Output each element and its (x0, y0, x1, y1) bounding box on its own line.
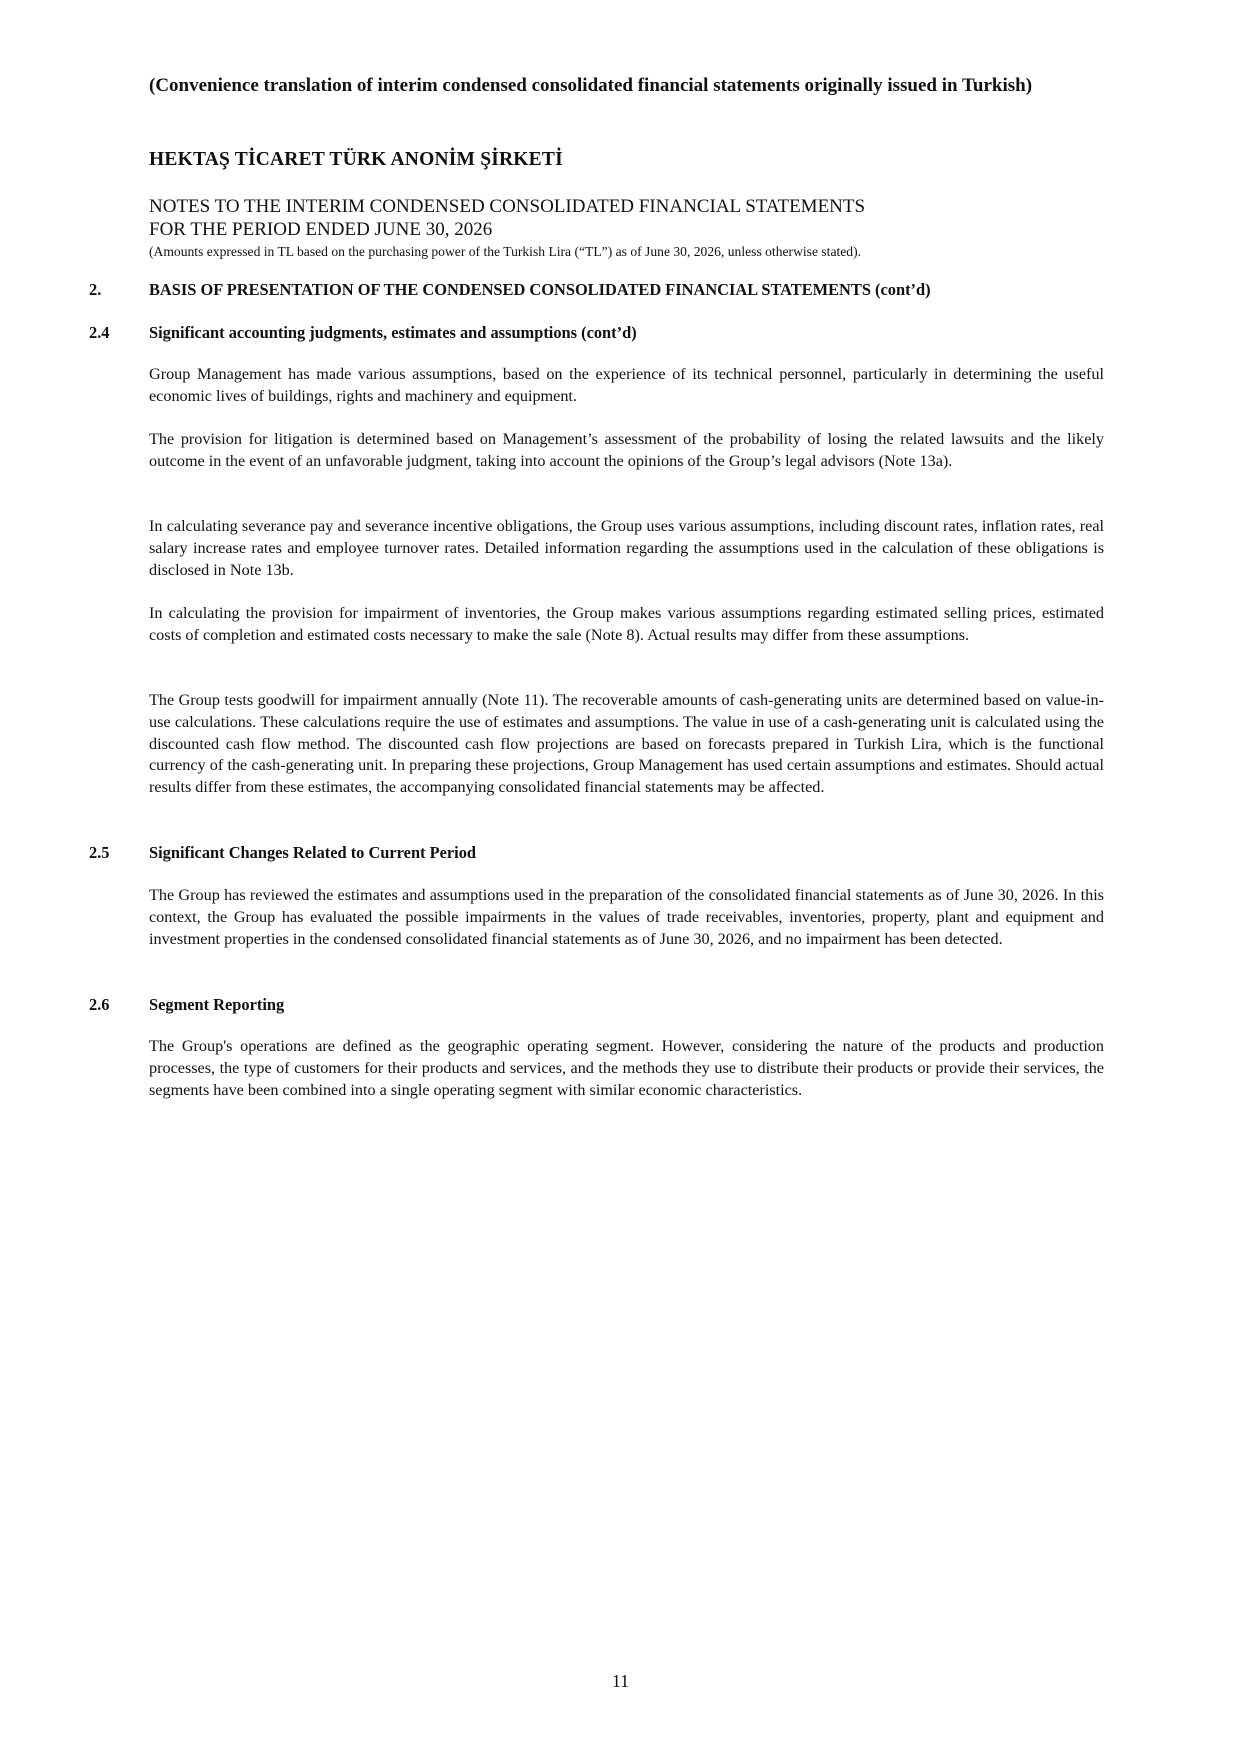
section-number: 2.5 (89, 843, 110, 862)
section-number: 2.6 (89, 995, 110, 1014)
paragraph-severance: In calculating severance pay and severance incentive obligations, the Group uses various assumptions, including discount rates, inflation rates, real salary increase rates and employee turnover rates. Detailed information regarding the assumptions used in the calculation of these obligations is disclosed in Note 13b. (149, 517, 1104, 579)
section-2-heading (89, 280, 931, 300)
section-2-4-heading (89, 323, 637, 343)
amounts-note: (Amounts expressed in TL based on the purchasing power of the Turkish Lira (“TL”) as of June 30, 2026, unless otherwise stated). (149, 244, 862, 259)
paragraph-goodwill: The Group tests goodwill for impairment annually (Note 11). The recoverable amounts of cash-generating units are determined based on value-in-use calculations. These calculations require the use of estimates and assumptions. The value in use of a cash-generating unit is calculated using the discounted cash flow method. The discounted cash flow projections are based on forecasts prepared in Turkish Lira, which is the functional currency of the cash-generating unit. In preparing these projections, Group Management has used certain assumptions and estimates. Should actual results differ from these estimates, the accompanying consolidated financial statements may be affected. (149, 691, 1104, 797)
section-number: 2.4 (89, 323, 110, 342)
section-title: Segment Reporting (149, 995, 285, 1014)
section-2-5-heading (89, 843, 476, 863)
section-number: 2. (89, 280, 102, 299)
notes-title: NOTES TO THE INTERIM CONDENSED CONSOLIDATED FINANCIAL STATEMENTS (149, 196, 866, 217)
paragraph-useful-lives: Group Management has made various assumptions, based on the experience of its technical personnel, particularly in determining the useful economic lives of buildings, rights and machinery and equipment. (149, 365, 1104, 405)
notes-period: FOR THE PERIOD ENDED JUNE 30, 2026 (149, 219, 493, 240)
company-name: HEKTAŞ TİCARET TÜRK ANONİM ŞİRKETİ (149, 149, 563, 170)
page-number: 11 (611, 1671, 630, 1691)
paragraph-inventories: In calculating the provision for impairment of inventories, the Group makes various assumptions regarding estimated selling prices, estimated costs of completion and estimated costs necessary to make the sale (Note 8). Actual results may differ from these assumptions. (149, 604, 1104, 644)
section-title: Significant Changes Related to Current Period (149, 843, 477, 862)
paragraph-current-period: The Group has reviewed the estimates and assumptions used in the preparation of the consolidated financial statements as of June 30, 2026. In this context, the Group has evaluated the possible impairments in the values of trade receivables, inventories, property, plant and equipment and investment properties in the condensed consolidated financial statements as of June 30, 2026, and no impairment has been detected. (149, 886, 1104, 948)
translation-note: (Convenience translation of interim condensed consolidated financial statements originally issued in Turkish) (149, 75, 1033, 96)
paragraph-litigation: The provision for litigation is determined based on Management’s assessment of the probability of losing the related lawsuits and the likely outcome in the event of an unfavorable judgment, taking into account the opinions of the Group’s legal advisors (Note 13a). (149, 430, 1104, 470)
section-title: BASIS OF PRESENTATION OF THE CONDENSED CONSOLIDATED FINANCIAL STATEMENTS (cont’d) (149, 280, 931, 299)
section-2-6-heading (89, 995, 284, 1015)
paragraph-segment: The Group's operations are defined as the geographic operating segment. However, considering the nature of the products and production processes, the type of customers for their products and services, and the methods they use to distribute their products or provide their services, the segments have been combined into a single operating segment with similar economic characteristics. (149, 1037, 1104, 1099)
section-title: Significant accounting judgments, estimates and assumptions (cont’d) (149, 323, 637, 342)
